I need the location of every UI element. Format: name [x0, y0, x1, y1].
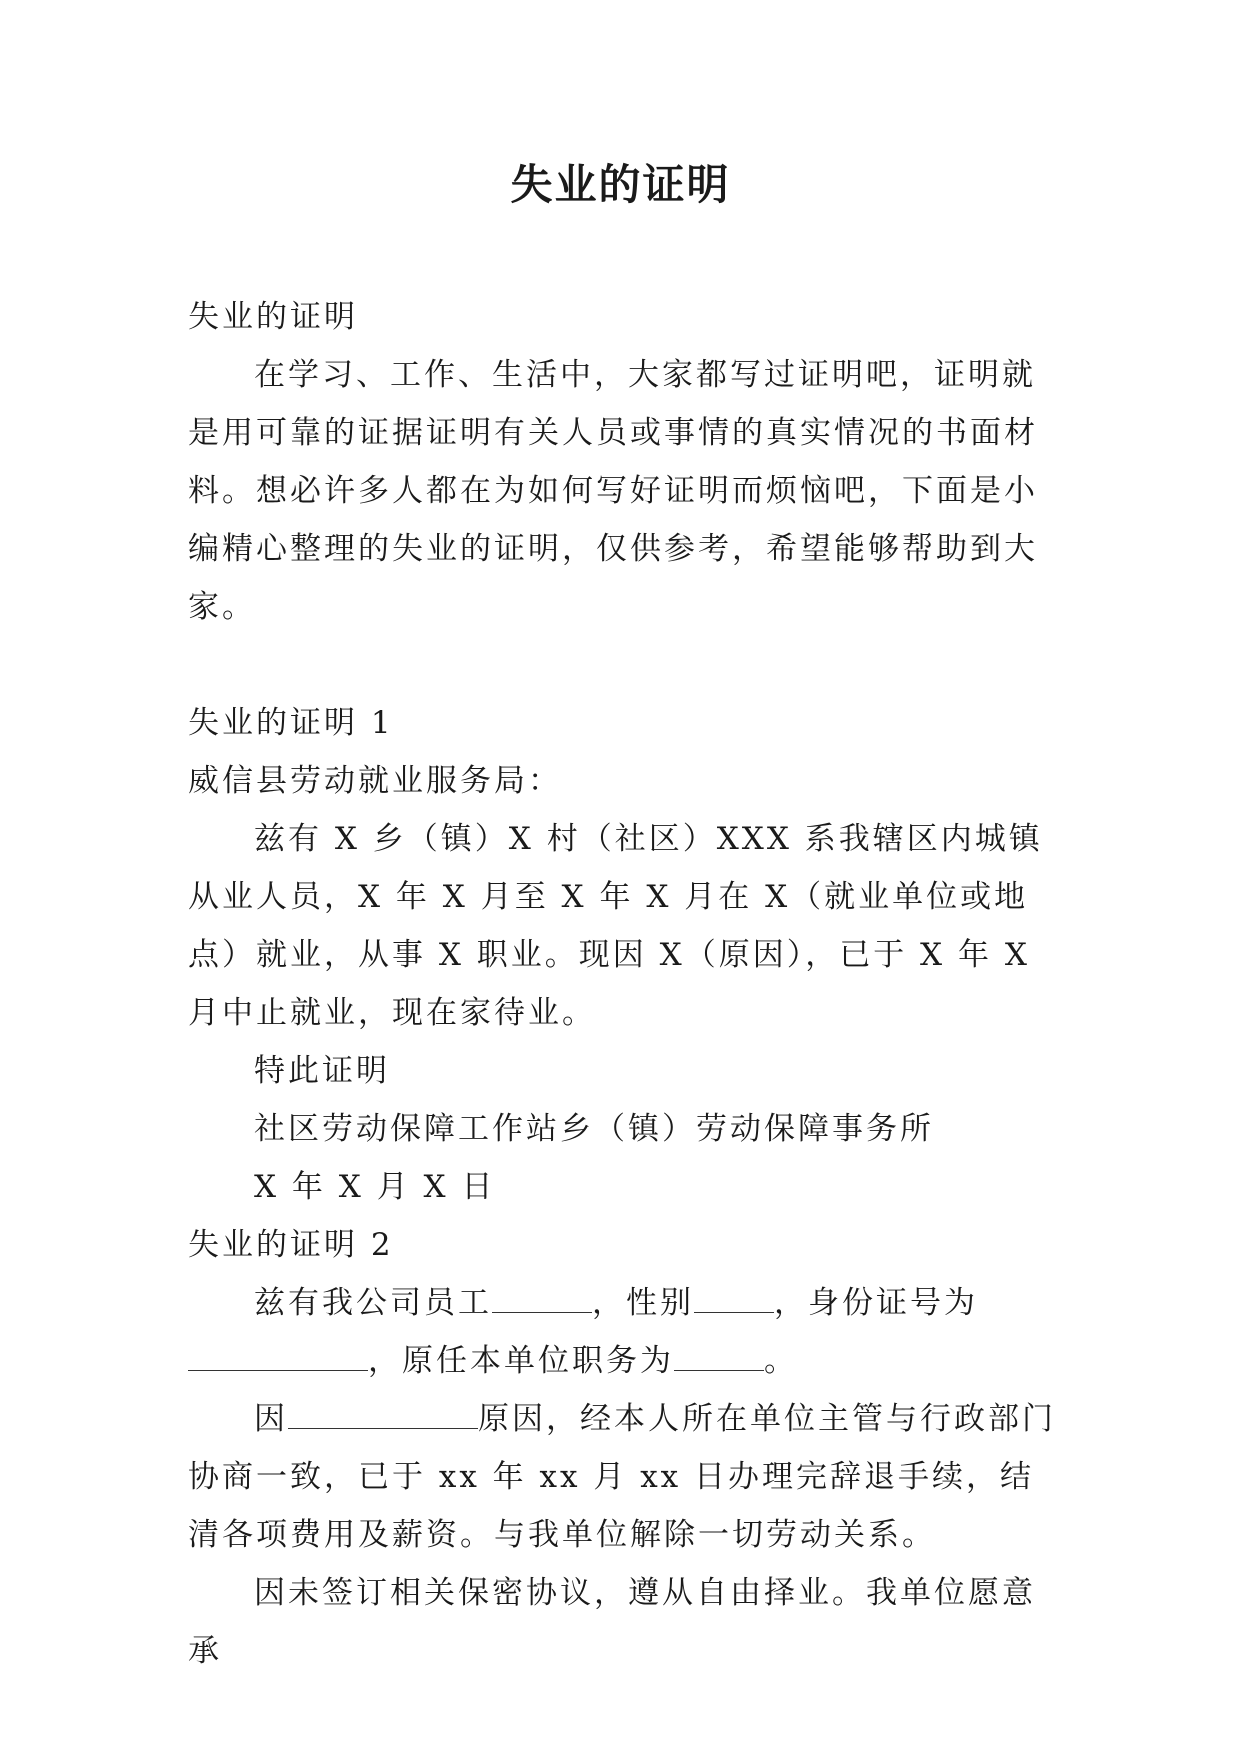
blank-position — [674, 1346, 764, 1371]
sample1-heading: 失业的证明 1 — [188, 705, 394, 741]
page-title: 失业的证明 — [510, 160, 731, 209]
sample2-p2-text-a: 因 — [254, 1401, 288, 1437]
sample1-addressee: 威信县劳动就业服务局： — [188, 763, 562, 799]
sample1-signature: 社区劳动保障工作站乡（镇）劳动保障事务所 — [254, 1111, 934, 1147]
sample2-heading: 失业的证明 2 — [188, 1227, 394, 1263]
blank-employee-name — [492, 1288, 592, 1313]
blank-reason — [288, 1404, 478, 1429]
blank-id-number — [188, 1346, 368, 1371]
sample2-paragraph-3: 因未签订相关保密协议，遵从自由择业。我单位愿意承 — [188, 1575, 1036, 1669]
sample2-p1-text-c: ，身份证号为 — [774, 1285, 978, 1321]
intro-paragraph: 在学习、工作、生活中，大家都写过证明吧，证明就是用可靠的证据证明有关人员或事情的真实情况的书面材料。想必许多人都在为如何写好证明而烦恼吧，下面是小编精心整理的失业的证明，仅供参考，希望能够帮助到大家。 — [188, 357, 1038, 625]
sample2-p1-text-d: ，原任本单位职务为 — [368, 1343, 674, 1379]
blank-gender — [694, 1288, 774, 1313]
sample1-closing: 特此证明 — [254, 1053, 390, 1089]
sample1-date: X 年 X 月 X 日 — [254, 1169, 496, 1205]
sample2-paragraph-1 — [188, 1274, 1058, 1390]
intro-heading: 失业的证明 — [188, 299, 358, 335]
sample2-p2-text-b: 原因，经本人所在单位主管与行政部门协商一致，已于 xx 年 xx 月 xx 日办理完辞退手续，结清各项费用及薪资。与我单位解除一切劳动关系。 — [188, 1401, 1056, 1553]
sample2-p1-text-b: ，性别 — [592, 1285, 694, 1321]
sample2-p1-text-e: 。 — [764, 1343, 798, 1379]
sample2-paragraph-2 — [188, 1390, 1058, 1564]
sample2-p1-text-a: 兹有我公司员工 — [254, 1285, 492, 1321]
sample1-body: 兹有 X 乡（镇）X 村（社区）XXX 系我辖区内城镇从业人员，X 年 X 月至 X 年 X 月在 X（就业单位或地点）就业，从事 X 职业。现因 X（原因），已于 X 年 X 月中止就业，现在家待业。 — [188, 821, 1043, 1031]
section-gap — [188, 636, 1058, 694]
document-body — [188, 288, 1058, 1680]
